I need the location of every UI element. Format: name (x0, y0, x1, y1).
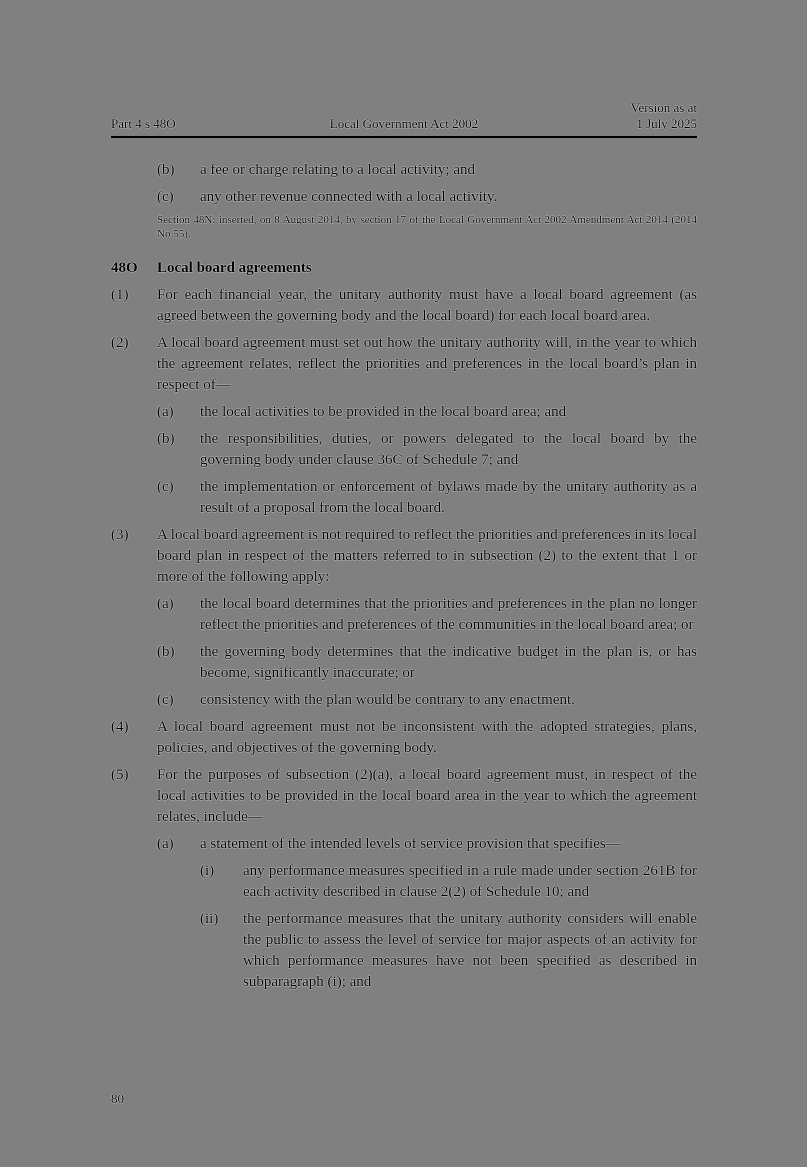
paragraph-item (157, 429, 697, 471)
header-version-value: 1 July 2025 (636, 116, 697, 131)
subsection-item (111, 765, 697, 828)
subsection-text: A local board agreement must not be inconsistent with the adopted strategies, plans, policies, and objectives of the governing body. (157, 719, 697, 756)
paragraph-text: the governing body determines that the indicative budget in the plan is, or has become, significantly inaccurate; or (200, 644, 697, 681)
subsection-label: (5) (111, 767, 129, 783)
subsection-item (111, 717, 697, 759)
subparagraph-item (200, 861, 697, 903)
paragraph-item (157, 642, 697, 684)
paragraph-label: (a) (157, 836, 174, 852)
history-note: Section 48N: inserted, on 8 August 2014, by section 17 of the Local Government Act 2002 Amendment Act 2014 (2014 No 55). (157, 214, 697, 240)
header-version-label: Version as at (630, 100, 697, 115)
header-act-title: Local Government Act 2002 (329, 116, 479, 131)
subsection-label: (2) (111, 335, 129, 351)
page-number: 80 (111, 1091, 124, 1106)
subsection-item (111, 333, 697, 396)
subsection-label: (4) (111, 719, 129, 735)
header-divider (111, 136, 697, 138)
paragraph-label: (c) (157, 479, 174, 495)
paragraph-text: the implementation or enforcement of bylaws made by the unitary authority as a result of a proposal from the local board. (200, 479, 697, 516)
section-number: 48O (111, 260, 138, 276)
paragraph-item (157, 187, 697, 208)
paragraph-text: consistency with the plan would be contrary to any enactment. (200, 692, 575, 708)
paragraph-text: the local activities to be provided in the local board area; and (200, 404, 567, 420)
header-part-reference: Part 4 s 48O (111, 116, 176, 131)
paragraph-text: a statement of the intended levels of service provision that specifies— (200, 836, 621, 852)
subsection-text: A local board agreement is not required to reflect the priorities and preferences in its local board plan in respect of the matters referred to in subsection (2) to the extent that 1 or more of the following apply: (157, 527, 697, 585)
subparagraph-label: (ii) (200, 911, 219, 927)
paragraph-text: any other revenue connected with a local activity. (200, 189, 498, 205)
subsection-text: For each financial year, the unitary authority must have a local board agreement (as agreed between the governing body and the local board) for each local board area. (157, 287, 697, 324)
paragraph-item (157, 160, 697, 181)
paragraph-text: the local board determines that the priorities and preferences in the plan no longer reflect the priorities and preferences of the communities in the local board area; or (200, 596, 697, 633)
document-body (111, 160, 697, 993)
subsection-text: A local board agreement must set out how the unitary authority will, in the year to which the agreement relates, reflect the priorities and preferences in the local board’s plan in respect of— (157, 335, 697, 393)
paragraph-item (157, 834, 697, 855)
paragraph-item (157, 477, 697, 519)
paragraph-text: a fee or charge relating to a local activity; and (200, 162, 476, 178)
paragraph-label: (a) (157, 404, 174, 420)
subparagraph-item (200, 909, 697, 993)
subparagraph-text: the performance measures that the unitary authority considers will enable the public to assess the level of service for major aspects of an activity for which performance measures have not been specified as described in subparagraph (i); and (243, 911, 697, 990)
header-version-date (631, 100, 697, 132)
paragraph-label: (a) (157, 596, 174, 612)
paragraph-label: (c) (157, 692, 174, 708)
paragraph-item (157, 594, 697, 636)
subsection-label: (1) (111, 287, 129, 303)
section-heading (111, 258, 697, 279)
subparagraph-text: any performance measures specified in a rule made under section 261B for each activity described in clause 2(2) of Schedule 10; and (243, 863, 697, 900)
subsection-item (111, 285, 697, 327)
paragraph-label: (b) (157, 431, 175, 447)
paragraph-label: (b) (157, 162, 175, 178)
subsection-item (111, 525, 697, 588)
section-title: Local board agreements (157, 260, 312, 276)
paragraph-item (157, 690, 697, 711)
paragraph-item (157, 402, 697, 423)
paragraph-label: (c) (157, 189, 174, 205)
subsection-text: For the purposes of subsection (2)(a), a local board agreement must, in respect of the local activities to be provided in the local board area in the year to which the agreement relates, include— (157, 767, 697, 825)
paragraph-text: the responsibilities, duties, or powers delegated to the local board by the governing body under clause 36C of Schedule 7; and (200, 431, 697, 468)
subparagraph-label: (i) (200, 863, 215, 879)
page-header (111, 100, 697, 138)
paragraph-label: (b) (157, 644, 175, 660)
subsection-label: (3) (111, 527, 129, 543)
